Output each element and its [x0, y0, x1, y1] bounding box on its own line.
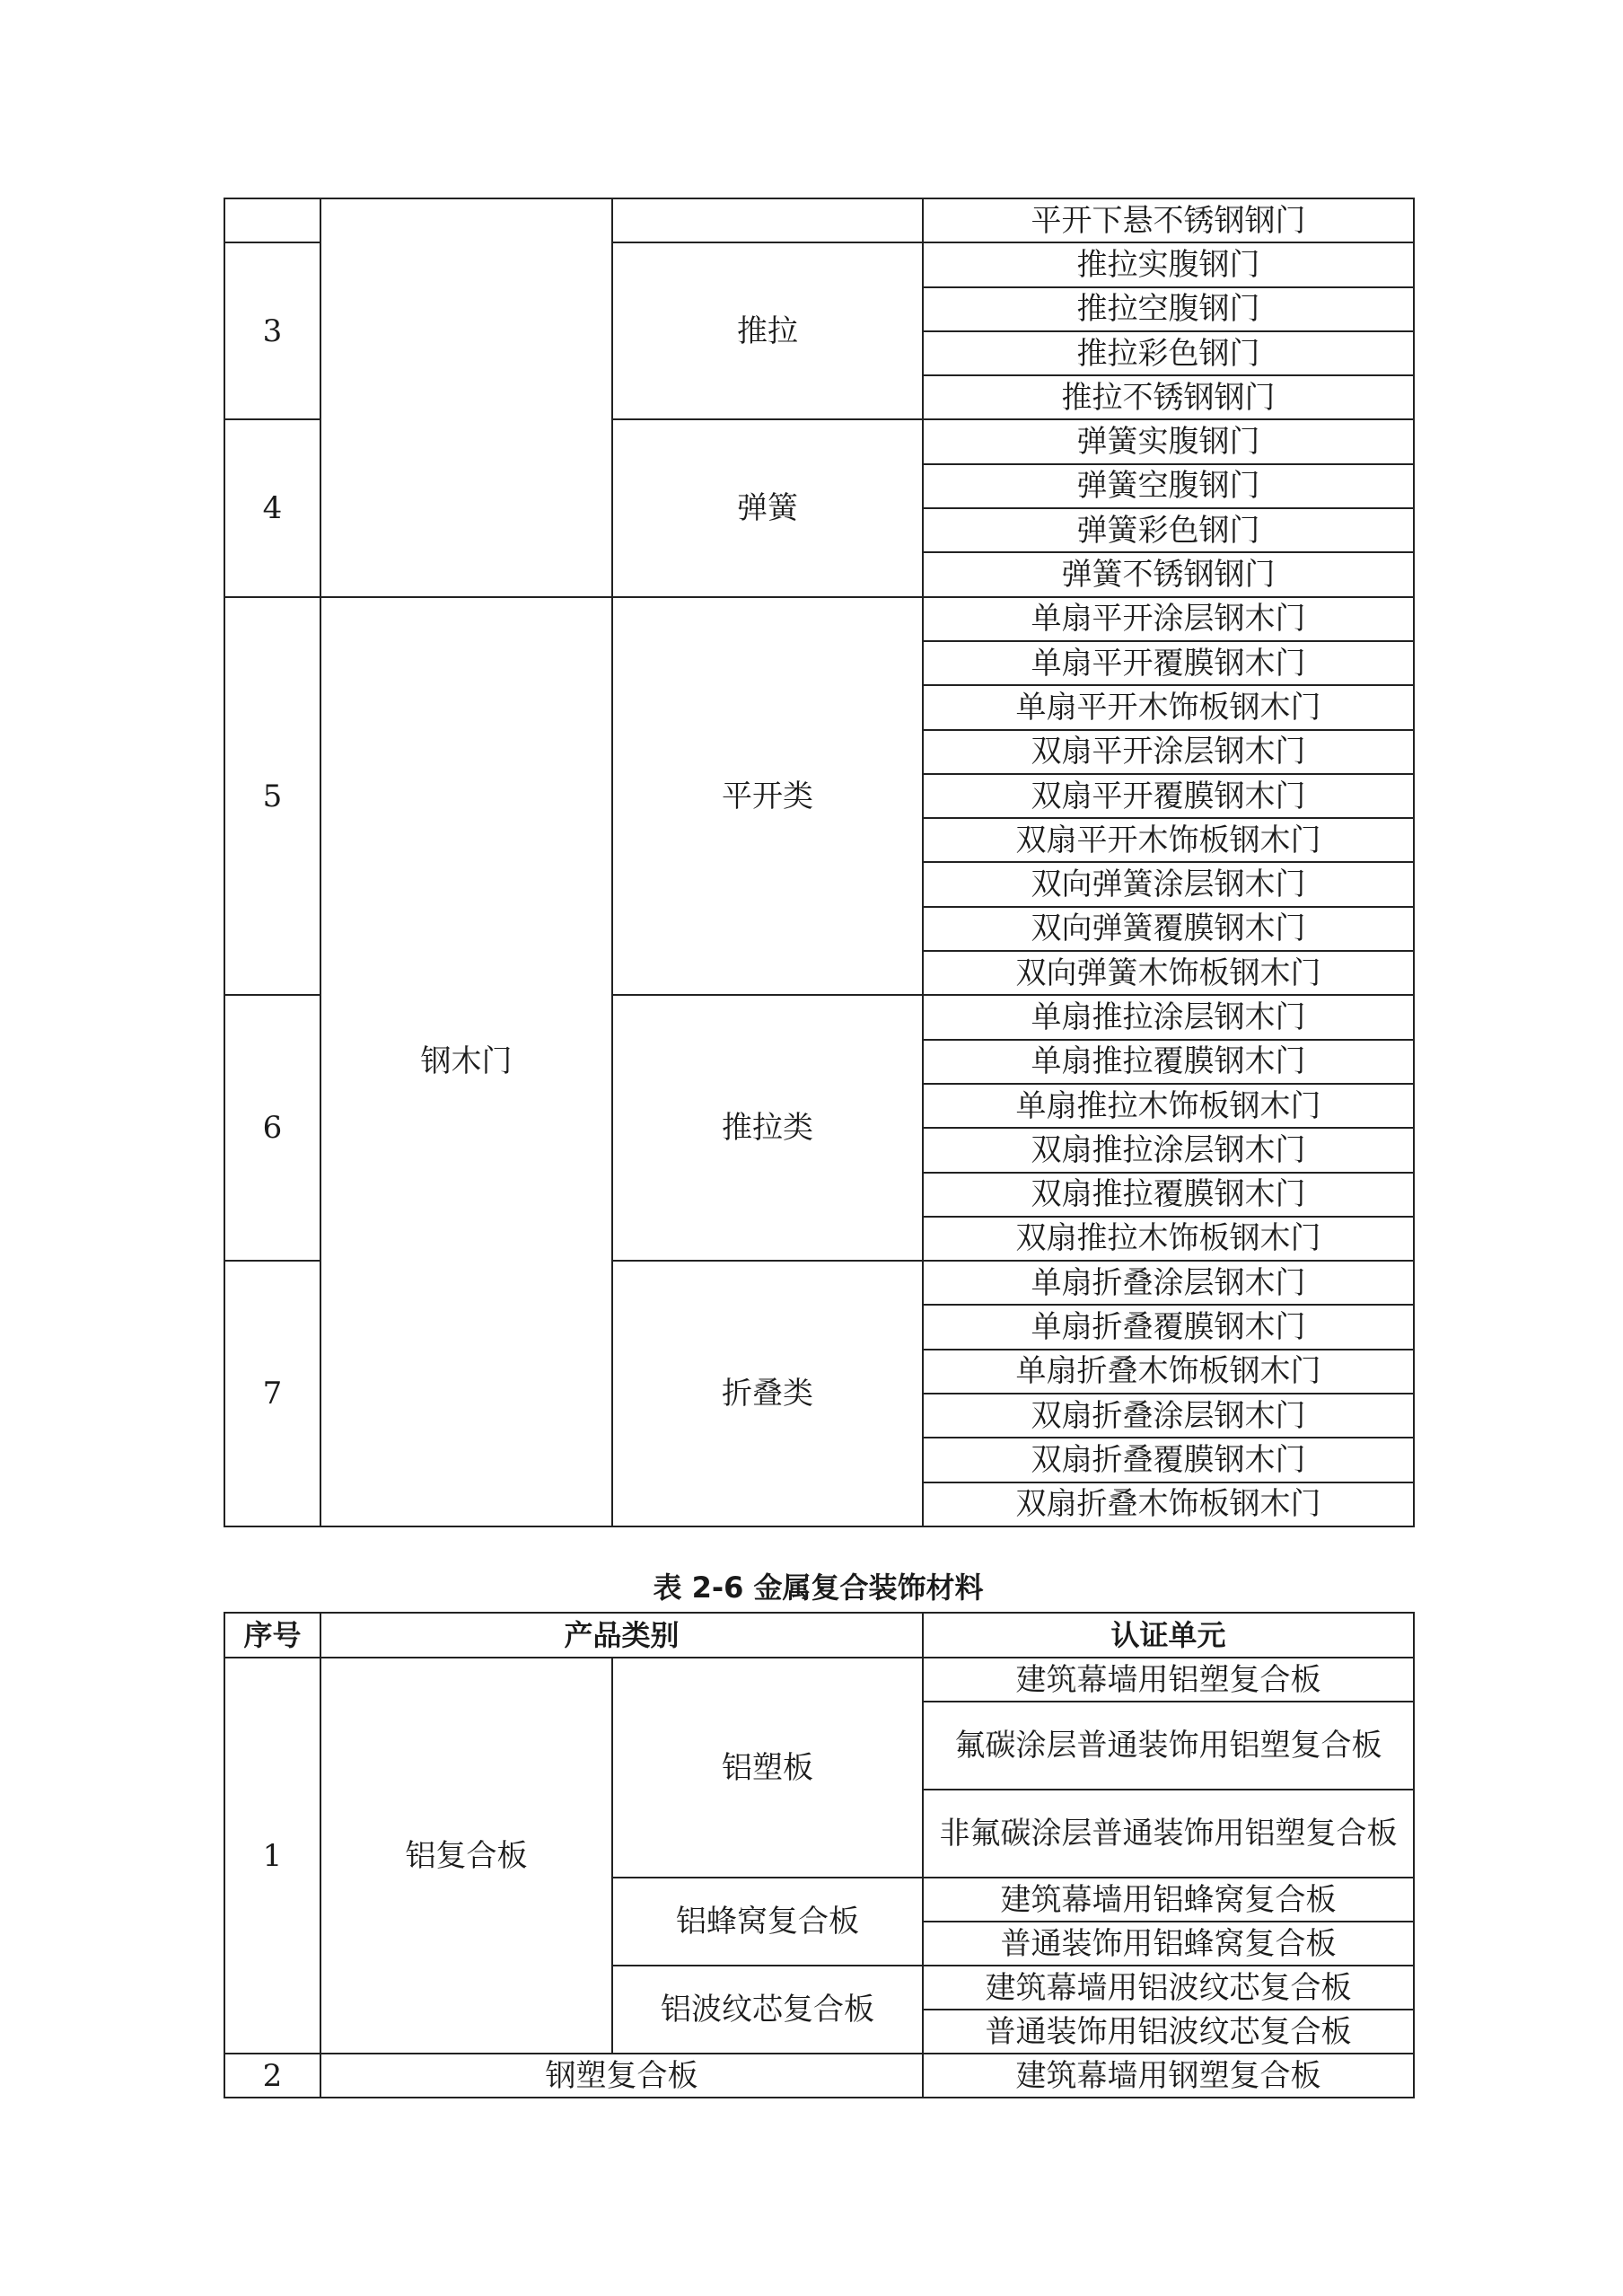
- no-cell: [224, 198, 320, 242]
- category-cell-empty: [320, 198, 612, 597]
- unit-cell: 单扇折叠覆膜钢木门: [923, 1305, 1414, 1349]
- unit-cell: 建筑幕墙用铝波纹芯复合板: [923, 1966, 1414, 2010]
- no-cell: 3: [224, 242, 320, 419]
- category-cell: 钢木门: [320, 597, 612, 1526]
- type-cell: 铝波纹芯复合板: [612, 1966, 923, 2054]
- table-row: [224, 2054, 1414, 2098]
- unit-cell: 双扇推拉涂层钢木门: [923, 1128, 1414, 1172]
- type-cell: 铝蜂窝复合板: [612, 1878, 923, 1966]
- unit-cell: 普通装饰用铝波纹芯复合板: [923, 2010, 1414, 2054]
- metal-composite-table: [224, 1612, 1415, 2098]
- category-cell: 钢塑复合板: [320, 2054, 923, 2098]
- unit-cell: 弹簧实腹钢门: [923, 419, 1414, 463]
- header-category: 产品类别: [320, 1613, 923, 1658]
- type-cell: 推拉: [612, 242, 923, 419]
- header-unit: 认证单元: [923, 1613, 1414, 1658]
- unit-cell: 双扇折叠涂层钢木门: [923, 1394, 1414, 1438]
- unit-cell: 弹簧空腹钢门: [923, 464, 1414, 508]
- unit-cell: 双扇推拉木饰板钢木门: [923, 1217, 1414, 1261]
- unit-cell: 双扇折叠覆膜钢木门: [923, 1438, 1414, 1482]
- unit-cell: 推拉彩色钢门: [923, 331, 1414, 375]
- unit-cell: 双向弹簧涂层钢木门: [923, 862, 1414, 906]
- unit-cell: 双扇折叠木饰板钢木门: [923, 1482, 1414, 1526]
- unit-cell: 建筑幕墙用铝塑复合板: [923, 1658, 1414, 1702]
- no-cell: 5: [224, 597, 320, 996]
- unit-cell: 单扇平开涂层钢木门: [923, 597, 1414, 641]
- type-cell: 弹簧: [612, 419, 923, 596]
- unit-cell: 单扇平开木饰板钢木门: [923, 685, 1414, 729]
- unit-cell: 单扇推拉覆膜钢木门: [923, 1040, 1414, 1084]
- unit-cell: 平开下悬不锈钢钢门: [923, 198, 1414, 242]
- unit-cell: 双向弹簧木饰板钢木门: [923, 951, 1414, 995]
- unit-cell: 单扇折叠涂层钢木门: [923, 1261, 1414, 1305]
- type-cell: 折叠类: [612, 1261, 923, 1526]
- no-cell: 6: [224, 995, 320, 1261]
- unit-cell: 弹簧彩色钢门: [923, 508, 1414, 552]
- unit-cell: 双扇平开覆膜钢木门: [923, 774, 1414, 818]
- type-cell: 铝塑板: [612, 1658, 923, 1878]
- unit-cell: 建筑幕墙用铝蜂窝复合板: [923, 1878, 1414, 1922]
- unit-cell: 双扇平开木饰板钢木门: [923, 818, 1414, 862]
- unit-cell: 氟碳涂层普通装饰用铝塑复合板: [923, 1702, 1414, 1790]
- unit-cell: 建筑幕墙用钢塑复合板: [923, 2054, 1414, 2098]
- unit-cell: 单扇推拉木饰板钢木门: [923, 1084, 1414, 1128]
- no-cell: 2: [224, 2054, 320, 2098]
- category-cell: 铝复合板: [320, 1658, 612, 2054]
- no-cell: 1: [224, 1658, 320, 2054]
- unit-cell: 推拉空腹钢门: [923, 287, 1414, 331]
- steel-door-table: [224, 198, 1415, 1527]
- type-cell: 推拉类: [612, 995, 923, 1261]
- table-row: [224, 198, 1414, 242]
- unit-cell: 双扇推拉覆膜钢木门: [923, 1173, 1414, 1217]
- unit-cell: 推拉实腹钢门: [923, 242, 1414, 286]
- unit-cell: 非氟碳涂层普通装饰用铝塑复合板: [923, 1790, 1414, 1878]
- no-cell: 4: [224, 419, 320, 596]
- header-row: [224, 1613, 1414, 1658]
- unit-cell: 单扇平开覆膜钢木门: [923, 641, 1414, 685]
- unit-cell: 单扇折叠木饰板钢木门: [923, 1350, 1414, 1394]
- no-cell: 7: [224, 1261, 320, 1526]
- table-row: [224, 597, 1414, 641]
- unit-cell: 双向弹簧覆膜钢木门: [923, 907, 1414, 951]
- unit-cell: 单扇推拉涂层钢木门: [923, 995, 1414, 1039]
- unit-cell: 弹簧不锈钢钢门: [923, 552, 1414, 596]
- table-caption: 表 2-6 金属复合装饰材料: [653, 1570, 984, 1605]
- unit-cell: 双扇平开涂层钢木门: [923, 730, 1414, 774]
- header-no: 序号: [224, 1613, 320, 1658]
- table-row: [224, 1658, 1414, 1702]
- type-cell: [612, 198, 923, 242]
- unit-cell: 普通装饰用铝蜂窝复合板: [923, 1922, 1414, 1966]
- type-cell: 平开类: [612, 597, 923, 996]
- unit-cell: 推拉不锈钢钢门: [923, 375, 1414, 419]
